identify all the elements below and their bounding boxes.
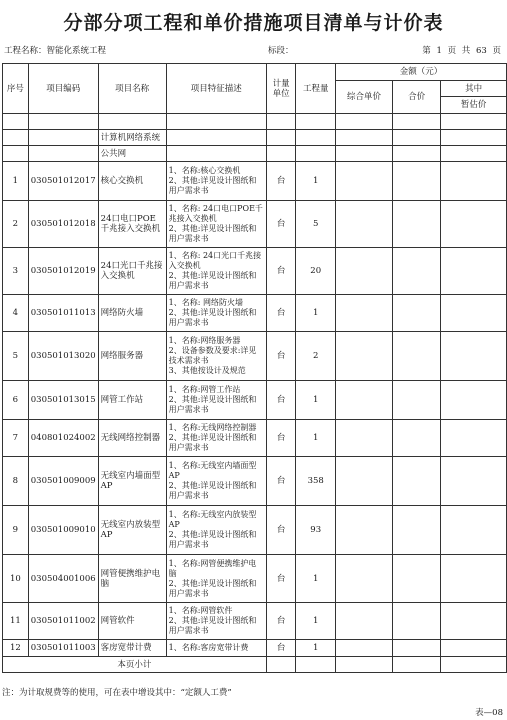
- row-code: 030501013020: [28, 332, 98, 381]
- row-unit: 台: [266, 381, 296, 420]
- table-row: [3, 332, 507, 381]
- row-name: 网络服务器: [98, 332, 166, 381]
- row-desc: 1、名称:网管便携维护电脑 2、其他:详见设计图纸和用户需求书: [166, 555, 266, 603]
- table-row: [3, 420, 507, 457]
- empty-cell: [166, 130, 266, 146]
- header-name: 项目名称: [98, 64, 166, 114]
- row-provisional: [441, 506, 507, 555]
- group-row: [3, 146, 507, 162]
- empty-cell: [166, 146, 266, 162]
- row-desc: 1、名称:网管软件 2、其他:详见设计图纸和用户需求书: [166, 603, 266, 640]
- empty-cell: [296, 657, 336, 673]
- subtotal-label: 本页小计: [3, 657, 267, 673]
- row-total: [392, 381, 440, 420]
- row-name: 无线室内放装型AP: [98, 506, 166, 555]
- group-title: 公共网: [98, 146, 166, 162]
- row-unit: 台: [266, 603, 296, 640]
- empty-cell: [296, 146, 336, 162]
- empty-cell: [3, 146, 29, 162]
- header-amount: 金额（元）: [336, 64, 507, 81]
- row-code: 030501009010: [28, 506, 98, 555]
- empty-cell: [336, 657, 393, 673]
- row-unit-price: [336, 381, 393, 420]
- row-unit-price: [336, 162, 393, 201]
- row-name: 网管软件: [98, 603, 166, 640]
- row-unit-price: [336, 295, 393, 332]
- row-code: 030501013015: [28, 381, 98, 420]
- empty-cell: [441, 146, 507, 162]
- row-unit: 台: [266, 248, 296, 295]
- row-name: 24口电口POE千兆接入交换机: [98, 201, 166, 248]
- row-code: 030501012019: [28, 248, 98, 295]
- row-total: [392, 201, 440, 248]
- table-row: [3, 555, 507, 603]
- row-code: 030501009009: [28, 457, 98, 506]
- empty-cell: [336, 146, 393, 162]
- row-unit-price: [336, 457, 393, 506]
- row-desc: 1、名称: 24口电口POE千兆接入交换机 2、其他:详见设计图纸和用户需求书: [166, 201, 266, 248]
- page-info: 第 1 页 共 63 页: [422, 46, 501, 56]
- header-qty: 工程量: [296, 64, 336, 114]
- row-qty: 5: [296, 201, 336, 248]
- row-seq: 11: [3, 603, 29, 640]
- row-qty: 1: [296, 603, 336, 640]
- header-seq: 序号: [3, 64, 29, 114]
- row-unit-price: [336, 248, 393, 295]
- row-code: 030504001006: [28, 555, 98, 603]
- row-seq: 3: [3, 248, 29, 295]
- row-name: 网络防火墙: [98, 295, 166, 332]
- row-provisional: [441, 420, 507, 457]
- row-unit: 台: [266, 640, 296, 657]
- header-provisional: 暂估价: [441, 97, 507, 114]
- row-total: [392, 506, 440, 555]
- row-provisional: [441, 248, 507, 295]
- row-desc: 1、名称:无线室内墙面型AP 2、其他:详见设计图纸和用户需求书: [166, 457, 266, 506]
- row-desc: 1、名称:客房宽带计费: [166, 640, 266, 657]
- row-seq: 5: [3, 332, 29, 381]
- document-title: 分部分项工程和单价措施项目清单与计价表: [63, 12, 444, 34]
- row-unit-price: [336, 332, 393, 381]
- row-name: 网管便携维护电脑: [98, 555, 166, 603]
- row-qty: 2: [296, 332, 336, 381]
- header-of-which: 其中: [441, 81, 507, 97]
- row-seq: 10: [3, 555, 29, 603]
- empty-cell: [336, 130, 393, 146]
- row-qty: 1: [296, 555, 336, 603]
- row-total: [392, 248, 440, 295]
- row-unit-price: [336, 603, 393, 640]
- project-label: 工程名称：: [4, 46, 47, 56]
- row-total: [392, 162, 440, 201]
- row-desc: 1、名称:网络服务器 2、设备参数及要求:详见技术需求书 3、其他按设计及规范: [166, 332, 266, 381]
- row-code: 030501011013: [28, 295, 98, 332]
- table-row: [3, 506, 507, 555]
- header-row: [3, 64, 507, 81]
- row-total: [392, 640, 440, 657]
- row-seq: 9: [3, 506, 29, 555]
- row-seq: 6: [3, 381, 29, 420]
- row-provisional: [441, 640, 507, 657]
- row-code: 030501011002: [28, 603, 98, 640]
- header-unit: 计量单位: [266, 64, 296, 114]
- table-row: [3, 640, 507, 657]
- row-provisional: [441, 201, 507, 248]
- empty-cell: [3, 130, 29, 146]
- group-row: [3, 130, 507, 146]
- row-seq: 4: [3, 295, 29, 332]
- row-desc: 1、名称: 网络防火墙 2、其他:详见设计图纸和用户需求书: [166, 295, 266, 332]
- table-row: [3, 248, 507, 295]
- row-code: 030501012017: [28, 162, 98, 201]
- row-name: 无线室内墙面型AP: [98, 457, 166, 506]
- empty-cell: [266, 130, 296, 146]
- row-provisional: [441, 457, 507, 506]
- row-code: 030501012018: [28, 201, 98, 248]
- header-unit-price: 综合单价: [336, 81, 393, 114]
- row-name: 无线网络控制器: [98, 420, 166, 457]
- row-qty: 20: [296, 248, 336, 295]
- row-total: [392, 295, 440, 332]
- row-total: [392, 555, 440, 603]
- row-unit-price: [336, 640, 393, 657]
- blank-row: [3, 114, 507, 130]
- table-row: [3, 295, 507, 332]
- empty-cell: [28, 146, 98, 162]
- row-unit: 台: [266, 457, 296, 506]
- row-seq: 2: [3, 201, 29, 248]
- row-provisional: [441, 555, 507, 603]
- subtotal-row: [3, 657, 507, 673]
- section-label: 标段：: [268, 46, 294, 56]
- row-desc: 1、名称: 24口光口千兆接入交换机 2、其他:详见设计图纸和用户需求书: [166, 248, 266, 295]
- row-seq: 7: [3, 420, 29, 457]
- row-unit-price: [336, 555, 393, 603]
- form-number: 表—08: [475, 708, 503, 718]
- row-provisional: [441, 603, 507, 640]
- row-qty: 1: [296, 420, 336, 457]
- row-qty: 93: [296, 506, 336, 555]
- row-provisional: [441, 295, 507, 332]
- row-unit: 台: [266, 555, 296, 603]
- row-unit-price: [336, 420, 393, 457]
- table-row: [3, 603, 507, 640]
- row-unit: 台: [266, 162, 296, 201]
- row-qty: 1: [296, 162, 336, 201]
- table-note: 注：为计取规费等的使用，可在表中增设其中：“定额人工费”: [2, 688, 232, 698]
- row-total: [392, 603, 440, 640]
- header-code: 项目编码: [28, 64, 98, 114]
- table-row: [3, 381, 507, 420]
- project-name: [4, 44, 106, 56]
- project-name-value: 智能化系统工程: [46, 46, 107, 56]
- empty-cell: [296, 130, 336, 146]
- row-seq: 8: [3, 457, 29, 506]
- row-unit: 台: [266, 201, 296, 248]
- row-code: 040801024002: [28, 420, 98, 457]
- row-seq: 12: [3, 640, 29, 657]
- row-total: [392, 457, 440, 506]
- row-desc: 1、名称:无线网络控制器 2、其他:详见设计图纸和用户需求书: [166, 420, 266, 457]
- empty-cell: [392, 657, 440, 673]
- empty-cell: [28, 130, 98, 146]
- row-name: 核心交换机: [98, 162, 166, 201]
- bill-table: [2, 63, 507, 673]
- row-name: 24口光口千兆接入交换机: [98, 248, 166, 295]
- row-qty: 1: [296, 640, 336, 657]
- row-qty: 1: [296, 381, 336, 420]
- row-provisional: [441, 332, 507, 381]
- row-total: [392, 332, 440, 381]
- row-qty: 358: [296, 457, 336, 506]
- row-unit-price: [336, 201, 393, 248]
- row-desc: 1、名称:无线室内放装型AP 2、其他:详见设计图纸和用户需求书: [166, 506, 266, 555]
- row-unit: 台: [266, 295, 296, 332]
- group-title: 计算机网络系统: [98, 130, 166, 146]
- row-code: 030501011003: [28, 640, 98, 657]
- row-qty: 1: [296, 295, 336, 332]
- row-unit: 台: [266, 420, 296, 457]
- empty-cell: [441, 657, 507, 673]
- row-desc: 1、名称:核心交换机 2、其他:详见设计图纸和用户需求书: [166, 162, 266, 201]
- table-row: [3, 457, 507, 506]
- header-total: 合价: [392, 81, 440, 114]
- row-name: 客房宽带计费: [98, 640, 166, 657]
- table-row: [3, 201, 507, 248]
- row-unit: 台: [266, 506, 296, 555]
- empty-cell: [266, 657, 296, 673]
- empty-cell: [392, 146, 440, 162]
- table-row: [3, 162, 507, 201]
- row-provisional: [441, 381, 507, 420]
- row-total: [392, 420, 440, 457]
- row-unit: 台: [266, 332, 296, 381]
- empty-cell: [266, 146, 296, 162]
- empty-cell: [441, 130, 507, 146]
- row-seq: 1: [3, 162, 29, 201]
- row-provisional: [441, 162, 507, 201]
- row-name: 网管工作站: [98, 381, 166, 420]
- row-unit-price: [336, 506, 393, 555]
- header-desc: 项目特征描述: [166, 64, 266, 114]
- empty-cell: [392, 130, 440, 146]
- row-desc: 1、名称:网管工作站 2、其他:详见设计图纸和用户需求书: [166, 381, 266, 420]
